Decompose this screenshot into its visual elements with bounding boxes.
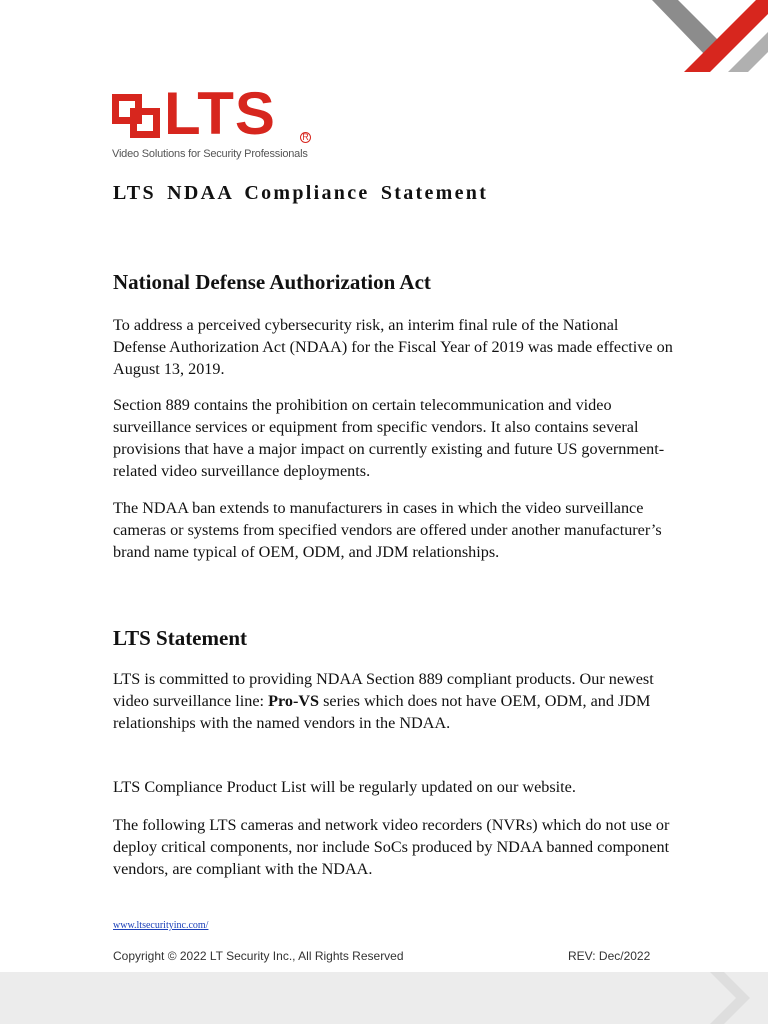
footer-band — [0, 972, 768, 1024]
lts-paragraph-3: The following LTS cameras and network video recorders (NVRs) which do not use or deploy critical components, nor include SoCs produced by NDAA banned component vendors, are compliant with the NDAA. — [113, 816, 670, 878]
ndaa-paragraph-2: Section 889 contains the prohibition on certain telecommunication and video surveillance services or equipment from specific vendors. It also contains several provisions that have a major impact on currently existing and future US government-related video surveillance deployments. — [113, 396, 665, 480]
copyright-text: Copyright © 2022 LT Security Inc., All Rights Reserved — [113, 949, 404, 963]
ndaa-paragraph-1: To address a perceived cybersecurity risk, an interim final rule of the National Defense Authorization Act (NDAA) for the Fiscal Year of 2019 was made effective on August 13, 2019. — [113, 316, 673, 378]
lts-paragraph-1 — [113, 668, 673, 734]
lts-paragraph-1-start: LTS is committed to providing NDAA Section 889 compliant products. Our newest video surveillance line: — [113, 670, 654, 710]
ndaa-heading: National Defense Authorization Act — [113, 270, 431, 294]
revision-text: REV: Dec/2022 — [568, 949, 651, 963]
ndaa-paragraph-3: The NDAA ban extends to manufacturers in cases in which the video surveillance cameras or systems from specified vendors are offered under another manufacturer’s brand name typical of OEM, ODM, and JDM relationships. — [113, 499, 662, 561]
logo-wordmark: LTS — [164, 80, 276, 147]
website-link[interactable]: www.ltsecurityinc.com/ — [113, 920, 209, 931]
pro-vs-series-name: Pro-VS — [268, 692, 320, 710]
lts-paragraph-2: LTS Compliance Product List will be regularly updated on our website. — [113, 778, 576, 796]
lts-statement-heading: LTS Statement — [113, 626, 247, 650]
document-title: LTS NDAA Compliance Statement — [113, 182, 489, 204]
footer-chevron-icon — [710, 972, 760, 1024]
corner-chevron-icon — [648, 0, 768, 72]
registered-mark: R — [300, 132, 311, 143]
lts-logo — [112, 80, 332, 164]
logo-tagline: Video Solutions for Security Professionals — [112, 148, 308, 160]
lts-logo-mark-icon — [112, 94, 160, 138]
lts-paragraph-1-end: series which does not have OEM, ODM, and JDM relationships with the named vendors in the NDAA. — [113, 692, 651, 732]
